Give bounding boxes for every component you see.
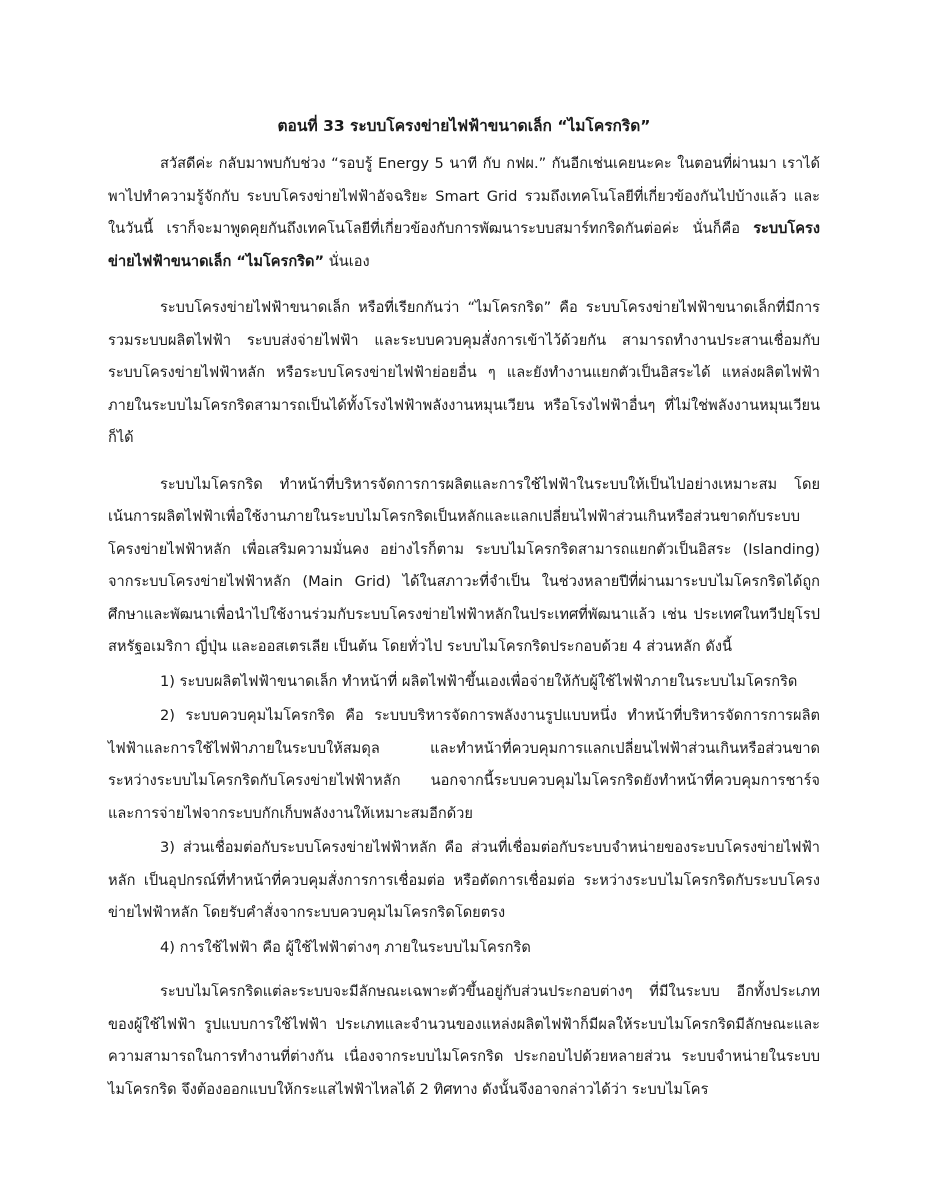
- definition-paragraph: ระบบโครงข่ายไฟฟ้าขนาดเล็ก หรือที่เรียกกันว่า “ไมโครกริด” คือ ระบบโครงข่ายไฟฟ้าขนาดเล็กที่มีการรวมระบบผลิตไฟฟ้า ระบบส่งจ่ายไฟฟ้า และระบบควบคุมสั่งการเข้าไว้ด้วยกัน สามารถทำงานประสานเชื่อมกับระบบโครงข่ายไฟฟ้าหลัก หรือระบบโครงข่ายไฟฟ้าย่อยอื่น ๆ และยังทำงานแยกตัวเป็นอิสระได้ แหล่งผลิตไฟฟ้าภายในระบบไมโครกริดสามารถเป็นได้ทั้งโรงไฟฟ้าพลังงานหมุนเวียน หรือโรงไฟฟ้าอื่นๆ ที่ไม่ใช่พลังงานหมุนเวียนก็ได้: [108, 299, 820, 446]
- characteristics-paragraph: ระบบไมโครกริดแต่ละระบบจะมีลักษณะเฉพาะตัวขึ้นอยู่กับส่วนประกอบต่างๆ ที่มีในระบบ อีกทั้งประเภทของผู้ใช้ไฟฟ้า รูปแบบการใช้ไฟฟ้า ประเภทและจำนวนของแหล่งผลิตไฟฟ้าก็มีผลให้ระบบไมโครกริดมีลักษณะและความสามารถในการทำงานที่ต่างกัน เนื่องจากระบบไมโครกริด ประกอบไปด้วยหลายส่วน ระบบจำหน่ายในระบบไมโครกริด จึงต้องออกแบบให้กระแสไฟฟ้าไหลได้ 2 ทิศทาง ดังนั้นจึงอาจกล่าวได้ว่า ระบบไมโคร: [108, 983, 820, 1098]
- list-item: 4) การใช้ไฟฟ้า คือ ผู้ใช้ไฟฟ้าต่างๆ ภายในระบบไมโครกริด: [160, 938, 531, 956]
- intro-text-end: นั่นเอง: [324, 252, 370, 270]
- intro-text: สวัสดีค่ะ กลับมาพบกับช่วง “รอบรู้ Energy 5 นาที กับ กฟผ.” กันอีกเช่นเคยนะคะ ในตอนที่ผ่านมา เราได้พาไปทำความรู้จักกับ ระบบโครงข่ายไฟฟ้าอัจฉริยะ Smart Grid รวมถึงเทคโนโลยีที่เกี่ยวข้องกันไปบ้างแล้ว และในวันนี้ เราก็จะมาพูดคุยกันถึงเทคโนโลยีที่เกี่ยวข้องกับการพัฒนาระบบสมาร์ทกริดกันต่อค่ะ นั่นก็คือ: [108, 155, 820, 237]
- page-title: ตอนที่ 33 ระบบโครงข่ายไฟฟ้าขนาดเล็ก “ไมโครกริด”: [277, 117, 651, 135]
- document-body: [108, 110, 820, 1120]
- list-item: 3) ส่วนเชื่อมต่อกับระบบโครงข่ายไฟฟ้าหลัก คือ ส่วนที่เชื่อมต่อกับระบบจำหน่ายของระบบโครงข่ายไฟฟ้าหลัก เป็นอุปกรณ์ที่ทำหน้าที่ควบคุมสั่งการการเชื่อมต่อ หรือตัดการเชื่อมต่อ ระหว่างระบบไมโครกริดกับระบบโครงข่ายไฟฟ้าหลัก โดยรับคำสั่งจากระบบควบคุมไมโครกริดโดยตรง: [108, 839, 820, 921]
- intro-bold-topic: ระบบโครงข่ายไฟฟ้าขนาดเล็ก “ไมโครกริด”: [108, 220, 820, 270]
- intro-paragraph: [108, 148, 820, 278]
- list-item: 2) ระบบควบคุมไมโครกริด คือ ระบบบริหารจัดการพลังงานรูปแบบหนึ่ง ทำหน้าที่บริหารจัดการการผลิตไฟฟ้าและการใช้ไฟฟ้าภายในระบบให้สมดุล และทำหน้าที่ควบคุมการแลกเปลี่ยนไฟฟ้าส่วนเกินหรือส่วนขาดระหว่างระบบไมโครกริดกับโครงข่ายไฟฟ้าหลัก นอกจากนี้ระบบควบคุมไมโครกริดยังทำหน้าที่ควบคุมการชาร์จและการจ่ายไฟจากระบบกักเก็บพลังงานให้เหมาะสมอีกด้วย: [108, 707, 820, 822]
- list-item: 1) ระบบผลิตไฟฟ้าขนาดเล็ก ทำหน้าที่ ผลิตไฟฟ้าขึ้นเองเพื่อจ่ายให้กับผู้ใช้ไฟฟ้าภายในระบบไมโครกริด: [160, 672, 798, 690]
- function-paragraph: ระบบไมโครกริด ทำหน้าที่บริหารจัดการการผลิตและการใช้ไฟฟ้าในระบบให้เป็นไปอย่างเหมาะสม โดยเน้นการผลิตไฟฟ้าเพื่อใช้งานภายในระบบไมโครกริดเป็นหลักและแลกเปลี่ยนไฟฟ้าส่วนเกินหรือส่วนขาดกับระบบโครงข่ายไฟฟ้าหลัก เพื่อเสริมความมั่นคง อย่างไรก็ตาม ระบบไมโครกริดสามารถแยกตัวเป็นอิสระ (Islanding) จากระบบโครงข่ายไฟฟ้าหลัก (Main Grid) ได้ในสภาวะที่จำเป็น ในช่วงหลายปีที่ผ่านมาระบบไมโครกริดได้ถูกศึกษาและพัฒนาเพื่อนำไปใช้งานร่วมกับระบบโครงข่ายไฟฟ้าหลักในประเทศที่พัฒนาแล้ว เช่น ประเทศในทวีปยุโรป สหรัฐอเมริกา ญี่ปุ่น และออสเตรเลีย เป็นต้น โดยทั่วไป ระบบไมโครกริดประกอบด้วย 4 ส่วนหลัก ดังนี้: [108, 475, 820, 655]
- components-list: [108, 666, 820, 965]
